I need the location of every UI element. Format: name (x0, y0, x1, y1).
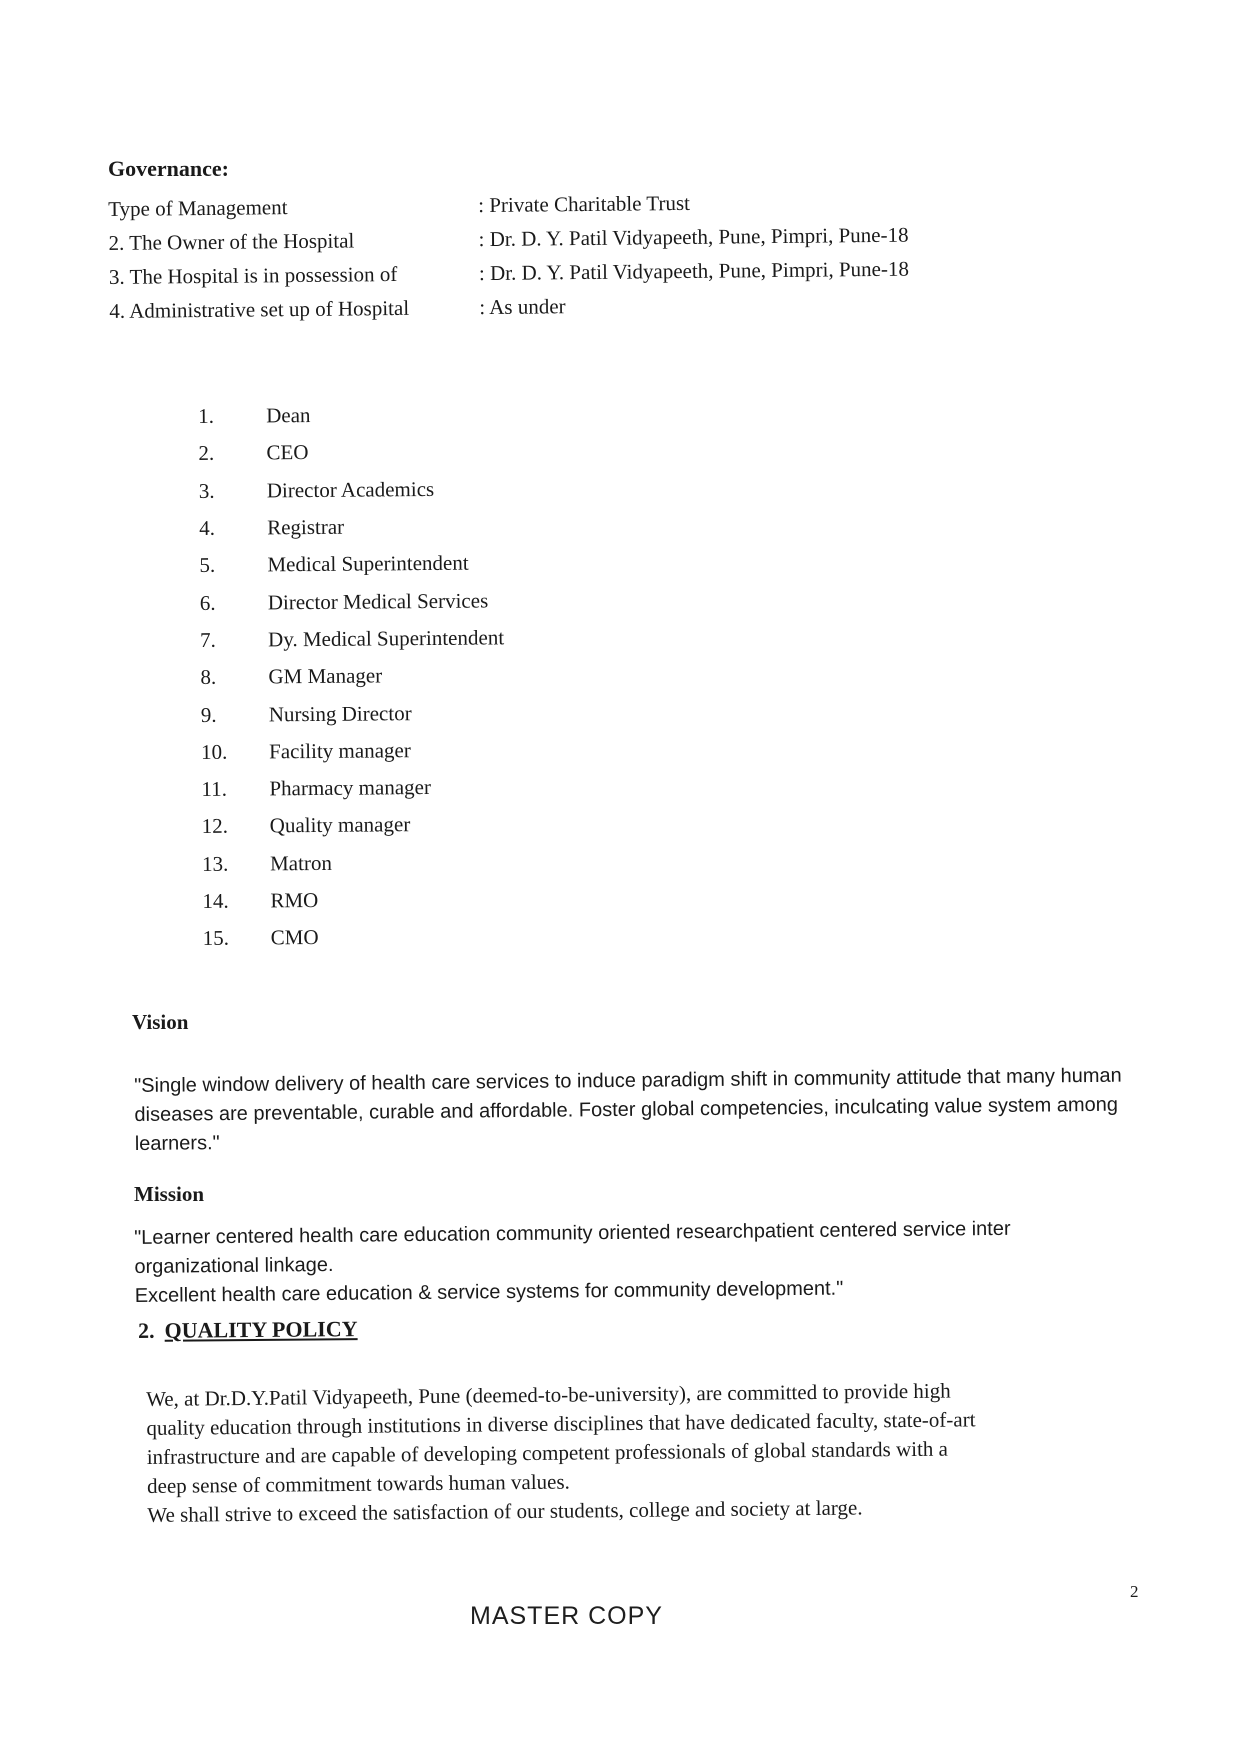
list-item (200, 619, 504, 659)
list-item-label: Dy. Medical Superintendent (268, 625, 505, 652)
mission-heading: Mission (134, 1182, 205, 1206)
list-item-number: 3. (198, 478, 215, 503)
mission-line: "Learner centered health care education community oriented researchpatient centered service inter organizational linkage. (134, 1217, 1011, 1278)
list-item-label: Matron (269, 850, 332, 876)
list-item (198, 395, 502, 435)
paragraph-line: infrastructure and are capable of developing competent professionals of global standards with a (146, 1436, 949, 1469)
governance-label: 3. The Hospital is in possession of (108, 261, 398, 289)
list-item-number: 13. (201, 851, 229, 876)
mission-text (134, 1214, 1135, 1311)
master-copy-stamp: MASTER COPY (470, 1602, 663, 1630)
governance-heading: Governance: (108, 156, 229, 181)
governance-value: : Dr. D. Y. Patil Vidyapeeth, Pune, Pimpri, Pune-18 (478, 256, 910, 286)
section-number: 2. (138, 1317, 155, 1343)
list-item-number: 10. (200, 739, 228, 764)
list-item-label: RMO (270, 887, 319, 913)
governance-value: : Private Charitable Trust (478, 190, 691, 218)
list-item (200, 582, 504, 622)
list-item (201, 768, 505, 808)
list-item (199, 545, 503, 585)
vision-text: "Single window delivery of health care services to induce paradigm shift in community attitude that many human diseases are preventable, curable and affordable. Foster global competencies, inculcating value system among learners." (134, 1064, 1122, 1155)
list-item-label: GM Manager (268, 663, 383, 689)
list-item-number: 6. (199, 590, 216, 615)
list-item-label: Pharmacy manager (269, 775, 432, 801)
list-item (202, 880, 506, 920)
governance-table (108, 178, 1069, 324)
list-item-number: 8. (200, 665, 217, 690)
list-item-label: Director Medical Services (267, 588, 489, 615)
governance-label: 2. The Owner of the Hospital (108, 228, 355, 255)
list-item (203, 917, 507, 957)
paragraph-line: We shall strive to exceed the satisfaction of our students, college and society at large. (147, 1495, 863, 1527)
list-item (198, 433, 502, 473)
section-title: QUALITY POLICY (164, 1316, 358, 1343)
list-item-label: CMO (270, 925, 319, 950)
list-item (199, 507, 503, 547)
paragraph-line: deep sense of commitment towards human values. (146, 1469, 570, 1498)
list-item-label: Director Academics (266, 476, 435, 503)
list-item-label: CEO (266, 440, 309, 465)
governance-label: 4. Administrative set up of Hospital (109, 295, 410, 323)
governance-value: : Dr. D. Y. Patil Vidyapeeth, Pune, Pimpri, Pune-18 (478, 222, 909, 252)
list-item (199, 470, 503, 510)
list-item-number: 1. (198, 404, 215, 429)
list-item-label: Dean (266, 403, 311, 428)
list-item (202, 843, 506, 883)
paragraph-line: We, at Dr.D.Y.Patil Vidyapeeth, Pune (deemed-to-be-university), are committed to provide high (146, 1378, 951, 1411)
list-item-label: Quality manager (269, 812, 411, 838)
list-item (201, 731, 505, 771)
list-item-number: 2. (198, 441, 215, 466)
list-item-label: Nursing Director (268, 700, 412, 726)
list-item-label: Facility manager (268, 737, 411, 764)
list-item (200, 656, 504, 696)
paragraph-line: quality education through institutions in diverse disciplines that have dedicated faculty, state-of-art (146, 1407, 976, 1440)
mission-line: Excellent health care education & service systems for community development." (134, 1277, 844, 1307)
quality-policy-heading (138, 1316, 358, 1344)
list-item-number: 5. (199, 553, 216, 578)
list-item-number: 9. (200, 702, 217, 727)
list-item-number: 14. (202, 888, 229, 913)
governance-label: Type of Management (108, 195, 288, 221)
list-item-number: 7. (200, 627, 216, 652)
list-item-label: Registrar (267, 514, 345, 540)
governance-value: : As under (479, 294, 566, 320)
page-number: 2 (1130, 1582, 1139, 1601)
list-item-label: Medical Superintendent (267, 550, 469, 577)
quality-policy-text (146, 1375, 1137, 1530)
list-item-number: 11. (201, 776, 228, 802)
list-item-number: 12. (201, 814, 229, 839)
administrative-setup-list (198, 395, 507, 957)
list-item-number: 4. (199, 515, 215, 541)
list-item-number: 15. (202, 926, 230, 951)
vision-heading: Vision (132, 1010, 189, 1034)
list-item (201, 694, 505, 734)
list-item (202, 806, 506, 846)
